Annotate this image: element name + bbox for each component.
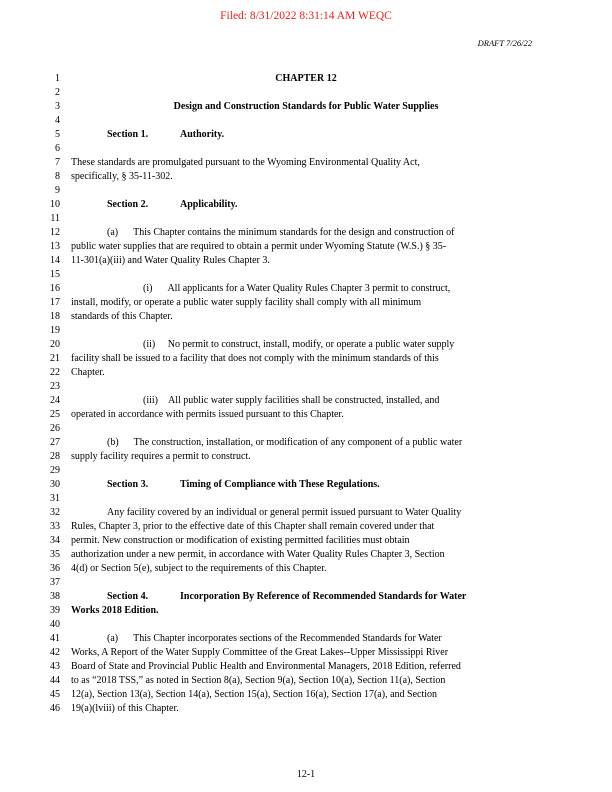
section-4-text-line: 12(a), Section 13(a), Section 14(a), Section 15(a), Section 16(a), Section 17(a), and Section (71, 689, 438, 700)
section-1-label: Section 1. (107, 129, 149, 140)
line-number: 36 (50, 563, 60, 574)
section-3-text-line: 4(d) or Section 5(e), subject to the requirements of this Chapter. (71, 563, 327, 574)
line-number: 22 (50, 367, 60, 378)
section-4-heading (107, 591, 577, 602)
section-4-text-line: to as “2018 TSS,” as noted in Section 8(a), Section 9(a), Section 10(a), Section 11(a), Section (71, 675, 446, 686)
line-number: 33 (50, 521, 60, 532)
line-number: 9 (55, 185, 60, 196)
section-2-ii-line: facility shall be issued to a facility that does not comply with the minimum standards of this (71, 353, 439, 364)
line-number: 38 (50, 591, 60, 602)
chapter-title: CHAPTER 12 (275, 73, 337, 84)
line-number: 5 (55, 129, 60, 140)
section-2-iii-line: operated in accordance with permits issued pursuant to this Chapter. (71, 409, 344, 420)
section-2-heading (107, 199, 577, 210)
line-number: 40 (50, 619, 60, 630)
line-number: 35 (50, 549, 60, 560)
section-1-text-line: specifically, § 35-11-302. (71, 171, 173, 182)
line-number: 13 (50, 241, 60, 252)
section-2-i-line: standards of this Chapter. (71, 311, 173, 322)
section-4-text-line: 19(a)(lviii) of this Chapter. (71, 703, 179, 714)
line-number: 21 (50, 353, 60, 364)
line-number: 17 (50, 297, 60, 308)
section-4-text-line: Works, A Report of the Water Supply Committee of the Great Lakes--Upper Mississippi River (71, 647, 449, 658)
chapter-subtitle: Design and Construction Standards for Public Water Supplies (173, 101, 439, 112)
section-2-label: Section 2. (107, 199, 149, 210)
line-number: 7 (55, 157, 60, 168)
line-number: 41 (50, 633, 60, 644)
section-3-label: Section 3. (107, 479, 149, 490)
section-2-i-line: install, modify, or operate a public water supply facility shall comply with all minimum (71, 297, 422, 308)
line-number: 34 (50, 535, 60, 546)
line-number: 28 (50, 451, 60, 462)
section-2-i-line: (i) All applicants for a Water Quality Rules Chapter 3 permit to construct, (143, 283, 451, 294)
line-number: 45 (50, 689, 60, 700)
line-number: 16 (50, 283, 60, 294)
line-number: 3 (55, 101, 60, 112)
line-number: 30 (50, 479, 60, 490)
line-number: 43 (50, 661, 60, 672)
line-number: 39 (50, 605, 60, 616)
section-2-a-line: 11-301(a)(iii) and Water Quality Rules Chapter 3. (71, 255, 270, 266)
line-number: 27 (50, 437, 60, 448)
section-2-iii-line: (iii) All public water supply facilities shall be constructed, installed, and (143, 395, 440, 406)
section-4-label: Section 4. (107, 591, 149, 602)
section-1-text-line: These standards are promulgated pursuant to the Wyoming Environmental Quality Act, (71, 157, 420, 168)
page-number: 12-1 (296, 769, 316, 780)
section-4-text-line: (a) This Chapter incorporates sections of the Recommended Standards for Water (107, 633, 442, 644)
section-2-a-line: public water supplies that are required to obtain a permit under Wyoming Statute (W.S.) § 35- (71, 241, 447, 252)
section-3-text-line: permit. New construction or modification of existing permitted facilities must obtain (71, 535, 410, 546)
section-4-title: Incorporation By Reference of Recommended Standards for Water (180, 591, 467, 602)
section-2-ii-line: Chapter. (71, 367, 105, 378)
line-number: 46 (50, 703, 60, 714)
line-number: 2 (55, 87, 60, 98)
section-1-title: Authority. (180, 129, 225, 140)
line-number: 23 (50, 381, 60, 392)
line-number: 1 (55, 73, 60, 84)
section-1-heading (107, 129, 577, 140)
line-number: 24 (50, 395, 60, 406)
line-number: 15 (50, 269, 60, 280)
section-2-b-line: supply facility requires a permit to construct. (71, 451, 251, 462)
section-4-title-continued: Works 2018 Edition. (71, 605, 159, 616)
line-number: 8 (55, 171, 60, 182)
section-4-text-line: Board of State and Provincial Public Health and Environmental Managers, 2018 Edition, referred (71, 661, 461, 672)
section-2-b-line: (b) The construction, installation, or modification of any component of a public water (107, 437, 463, 448)
line-number: 20 (50, 339, 60, 350)
line-number: 18 (50, 311, 60, 322)
line-number: 12 (50, 227, 60, 238)
line-number: 42 (50, 647, 60, 658)
line-number: 4 (55, 115, 60, 126)
section-3-text-line: authorization under a new permit, in accordance with Water Quality Rules Chapter 3, Section (71, 549, 445, 560)
section-2-a-line: (a) This Chapter contains the minimum standards for the design and construction of (107, 227, 455, 238)
section-3-heading (107, 479, 577, 490)
line-number: 25 (50, 409, 60, 420)
line-number: 44 (50, 675, 60, 686)
line-number: 19 (50, 325, 60, 336)
section-2-ii-line: (ii) No permit to construct, install, modify, or operate a public water supply (143, 339, 455, 350)
line-number: 32 (50, 507, 60, 518)
draft-label: DRAFT 7/26/22 (477, 38, 532, 48)
line-number: 6 (55, 143, 60, 154)
line-number: 26 (50, 423, 60, 434)
section-3-text-line: Rules, Chapter 3, prior to the effective date of this Chapter shall remain covered under that (71, 521, 435, 532)
line-number: 11 (50, 213, 60, 224)
section-3-text-line: Any facility covered by an individual or general permit issued pursuant to Water Quality (107, 507, 462, 518)
line-number: 31 (50, 493, 60, 504)
line-number: 29 (50, 465, 60, 476)
line-number: 37 (50, 577, 60, 588)
line-number: 14 (50, 255, 60, 266)
section-3-title: Timing of Compliance with These Regulations. (180, 479, 380, 490)
section-2-title: Applicability. (180, 199, 238, 210)
filed-stamp: Filed: 8/31/2022 8:31:14 AM WEQC (220, 10, 392, 22)
line-number: 10 (50, 199, 60, 210)
